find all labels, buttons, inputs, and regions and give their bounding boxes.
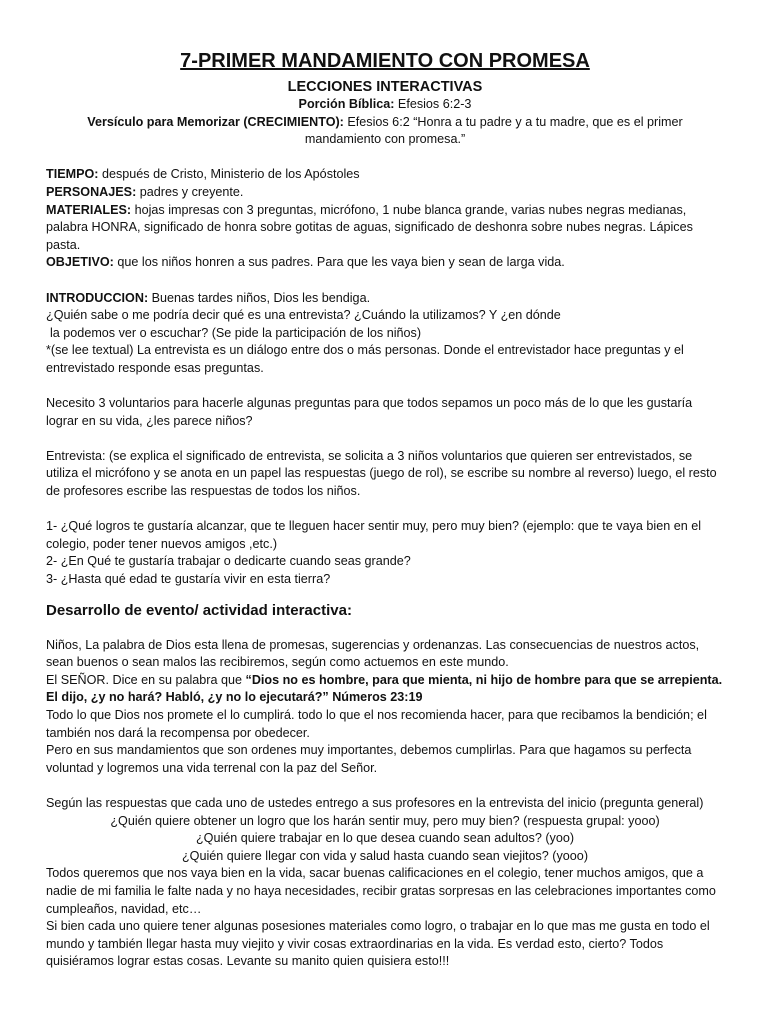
section-heading: Desarrollo de evento/ actividad interactiva: — [46, 601, 352, 619]
tiempo-line — [46, 166, 724, 184]
pregunta-item: 1- ¿Qué logros te gustaría alcanzar, que te lleguen hacer sentir muy, pero muy bien? (ejemplo: que te vaya bien en el colegio, poder tener nuevos amigos ,etc.) — [46, 519, 702, 551]
materiales-label: MATERIALES: — [46, 202, 132, 217]
porcion-label: Porción Bíblica: — [298, 97, 395, 111]
materiales-line — [46, 202, 724, 255]
pregunta-grupal: ¿Quién quiere trabajar en lo que desea cuando sean adultos? (yoo) — [195, 831, 575, 846]
pregunta-item: 2- ¿En Qué te gustaría trabajar o dedicarte cuando seas grande? — [46, 554, 411, 569]
personajes-line — [46, 184, 724, 202]
introduccion-question: ¿Quién sabe o me podría decir qué es una entrevista? ¿Cuándo la utilizamos? Y ¿en dónde — [46, 308, 561, 323]
cierre-paragraph: Todos queremos que nos vaya bien en la vida, sacar buenas calificaciones en el colegio, tener muchos amigos, que a nadie de mi familia le falte nada y no haya necesidades, recibir gratas sorpresas en las celebraciones importantes como cumpleaños, navidad, etc… — [46, 866, 716, 916]
porcion-biblica-line — [46, 96, 724, 114]
personajes-value: padres y creyente. — [136, 184, 244, 199]
objetivo-line — [46, 254, 724, 272]
introduccion-definition: *(se lee textual) La entrevista es un diálogo entre dos o más personas. Donde el entrevistador hace preguntas y el entrevistado responde esas preguntas. — [46, 343, 684, 375]
bible-quote: “Dios no es hombre, para que mienta, ni hijo de hombre para que se arrepienta. El dijo, ¿y no hará? Habló, ¿y no lo ejecutará?” Números 23:19 — [46, 672, 723, 705]
segun-line: Según las respuestas que cada uno de ustedes entrego a sus profesores en la entrevista del inicio (pregunta general) — [46, 795, 704, 810]
quote-intro: El SEÑOR. Dice en su palabra que — [46, 672, 246, 687]
personajes-label: PERSONAJES: — [46, 184, 137, 199]
introduccion-label: INTRODUCCION: — [46, 290, 149, 305]
versiculo-line — [46, 114, 724, 149]
entrevista-paragraph: Entrevista: (se explica el significado de entrevista, se solicita a 3 niños voluntarios que quieren ser entrevistados, se utiliza el micrófono y se anota en un papel las respuestas (juego de rol), se escribe su nombre al reverso) luego, el resto de profesores escribe las respuestas de todos los niños. — [46, 448, 717, 499]
pregunta-grupal: ¿Quién quiere llegar con vida y salud hasta cuando sean viejitos? (yooo) — [181, 848, 589, 863]
desarrollo-paragraph: Pero en sus mandamientos que son ordenes muy importantes, debemos cumplirlas. Para que hagamos su perfecta voluntad y logremos una vida terrenal con la paz del Señor. — [46, 743, 692, 775]
voluntarios-paragraph: Necesito 3 voluntarios para hacerle algunas preguntas para que todos sepamos un poco más de lo que les gustaría lograr en su vida, ¿les parece niños? — [46, 396, 693, 428]
pregunta-grupal: ¿Quién quiere obtener un logro que los harán sentir muy, pero muy bien? (respuesta grupal: yooo) — [110, 813, 660, 828]
desarrollo-paragraph: Todo lo que Dios nos promete el lo cumplirá. todo lo que el nos recomienda hacer, para que recibamos la bendición; el también nos dará la recompensa por obedecer. — [46, 708, 707, 740]
materiales-value: hojas impresas con 3 preguntas, micrófono, 1 nube blanca grande, varias nubes negras medianas, palabra HONRA, significado de honra sobre gotitas de aguas, significado de deshonra sobre nubes negras. Lápices pasta. — [46, 202, 693, 252]
porcion-value: Efesios 6:2-3 — [394, 97, 472, 111]
desarrollo-quote-paragraph — [46, 672, 724, 707]
tiempo-label: TIEMPO: — [46, 167, 99, 182]
versiculo-value: Efesios 6:2 “Honra a tu padre y a tu madre, que es el primer mandamiento con promesa.” — [304, 114, 683, 147]
introduccion-value: Buenas tardes niños, Dios les bendiga. — [148, 290, 371, 305]
cierre-paragraph: Si bien cada uno quiere tener algunas posesiones materiales como logro, o trabajar en lo que mas me gusta en todo el mundo y también llegar hasta muy viejito y vivir cosas extraordinarias en la vida. Es verdad esto, cierto? Todos quisiéramos lograr estas cosas. Levante su manito quien quisiera esto!!! — [46, 919, 710, 969]
introduccion-question-cont: la podemos ver o escuchar? (Se pide la participación de los niños) — [50, 325, 422, 340]
introduccion-line — [46, 290, 724, 308]
objetivo-label: OBJETIVO: — [46, 255, 114, 270]
document-title: 7-PRIMER MANDAMIENTO CON PROMESA — [180, 50, 590, 72]
objetivo-value: que los niños honren a sus padres. Para que les vaya bien y sean de larga vida. — [113, 255, 565, 270]
document-subtitle: LECCIONES INTERACTIVAS — [287, 79, 483, 95]
versiculo-label: Versículo para Memorizar (CRECIMIENTO): — [87, 114, 344, 129]
desarrollo-paragraph: Niños, La palabra de Dios esta llena de promesas, sugerencias y ordenanzas. Las consecuencias de nuestros actos, sean buenos o sean malos las recibiremos, según como actuemos en este mundo. — [46, 637, 700, 670]
tiempo-value: después de Cristo, Ministerio de los Apóstoles — [98, 167, 360, 182]
pregunta-item: 3- ¿Hasta qué edad te gustaría vivir en esta tierra? — [46, 572, 331, 587]
